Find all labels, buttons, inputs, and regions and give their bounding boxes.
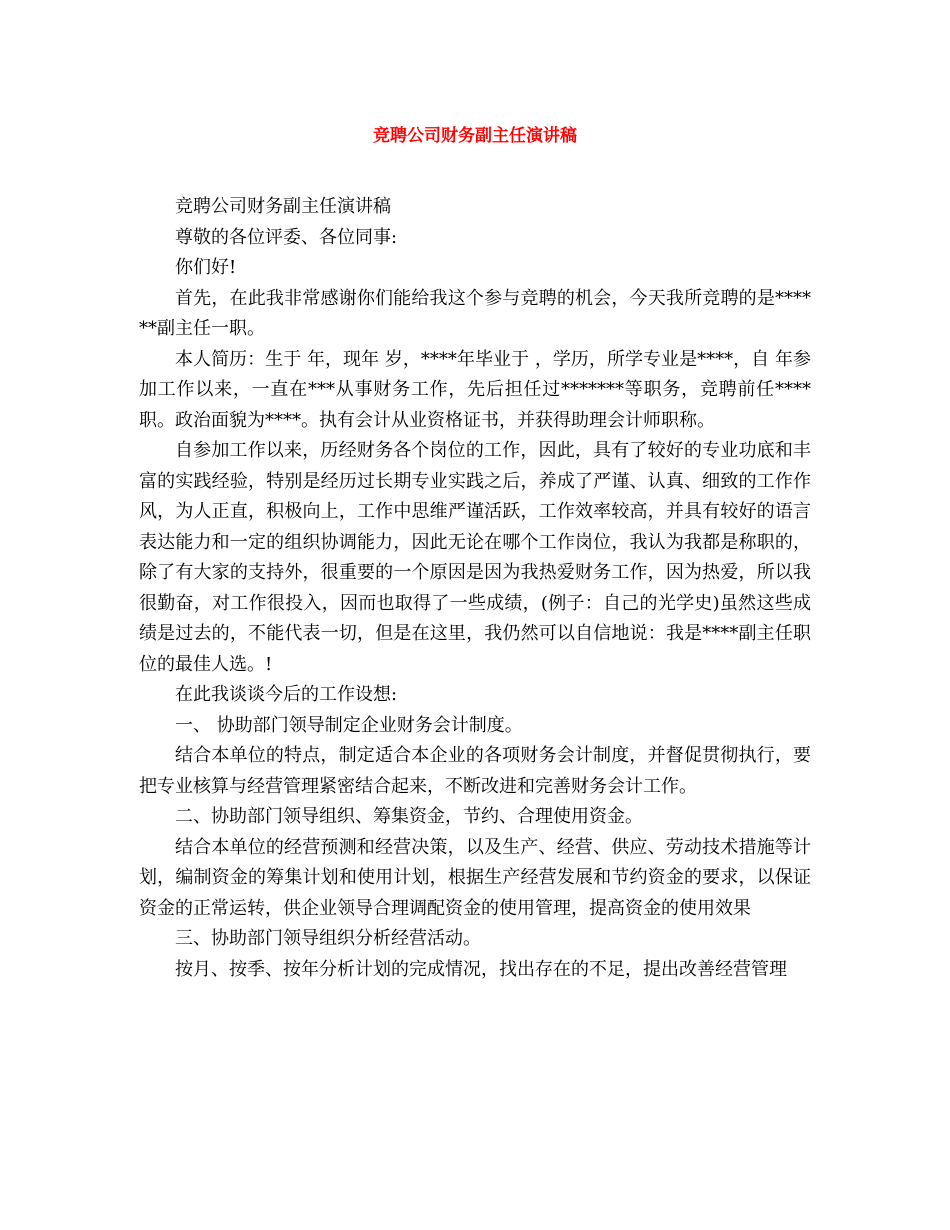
paragraph-opening: 首先，在此我非常感谢你们能给我这个参与竞聘的机会，今天我所竞聘的是******副主任一职。 (139, 287, 811, 339)
paragraph-subtitle: 竞聘公司财务副主任演讲稿 (175, 196, 391, 217)
document-body (139, 192, 811, 985)
paragraph-greeting: 你们好! (175, 257, 237, 278)
paragraph-body-1: 结合本单位的特点，制定适合本企业的各项财务会计制度，并督促贯彻执行，要把专业核算与经营管理紧密结合起来，不断改进和完善财务会计工作。 (139, 745, 811, 797)
paragraph-resume: 本人简历：生于 年，现年 岁，****年毕业于 ，学历，所学专业是****，自 年参加工作以来，一直在***从事财务工作，先后担任过*******等职务，竞聘前任****职。政治面貌为****。执有会计从业资格证书，并获得助理会计师职称。 (139, 348, 811, 431)
paragraph-salutation: 尊敬的各位评委、各位同事: (175, 226, 398, 248)
paragraph-heading-3: 三、协助部门领导组织分析经营活动。 (175, 928, 481, 949)
paragraph-body-2: 结合本单位的经营预测和经营决策，以及生产、经营、供应、劳动技术措施等计划，编制资金的筹集计划和使用计划，根据生产经营发展和节约资金的要求，以保证资金的正常运转，供企业领导合理调配资金的使用管理，提高资金的使用效果 (139, 836, 811, 919)
paragraph-heading-2: 二、协助部门领导组织、筹集资金，节约、合理使用资金。 (175, 806, 643, 827)
paragraph-experience: 自参加工作以来，历经财务各个岗位的工作，因此，具有了较好的专业功底和丰富的实践经验，特别是经历过长期专业实践之后，养成了严谨、认真、细致的工作作风，为人正直，积极向上，工作中思维严谨活跃，工作效率较高，并具有较好的语言表达能力和一定的组织协调能力，因此无论在哪个工作岗位，我认为我都是称职的，除了有大家的支持外，很重要的一个原因是因为我热爱财务工作，因为热爱，所以我很勤奋，对工作很投入，因而也取得了一些成绩，(例子：自己的光学史)虽然这些成绩是过去的，不能代表一切，但是在这里，我仍然可以自信地说：我是****副主任职位的最佳人选。! (139, 440, 811, 675)
document-title: 竞聘公司财务副主任演讲稿 (373, 126, 577, 146)
paragraph-body-3: 按月、按季、按年分析计划的完成情况，找出存在的不足，提出改善经营管理 (175, 958, 787, 980)
paragraph-heading-1: 一、 协助部门领导制定企业财务会计制度。 (175, 714, 523, 736)
paragraph-plans-intro: 在此我谈谈今后的工作设想: (175, 684, 398, 705)
